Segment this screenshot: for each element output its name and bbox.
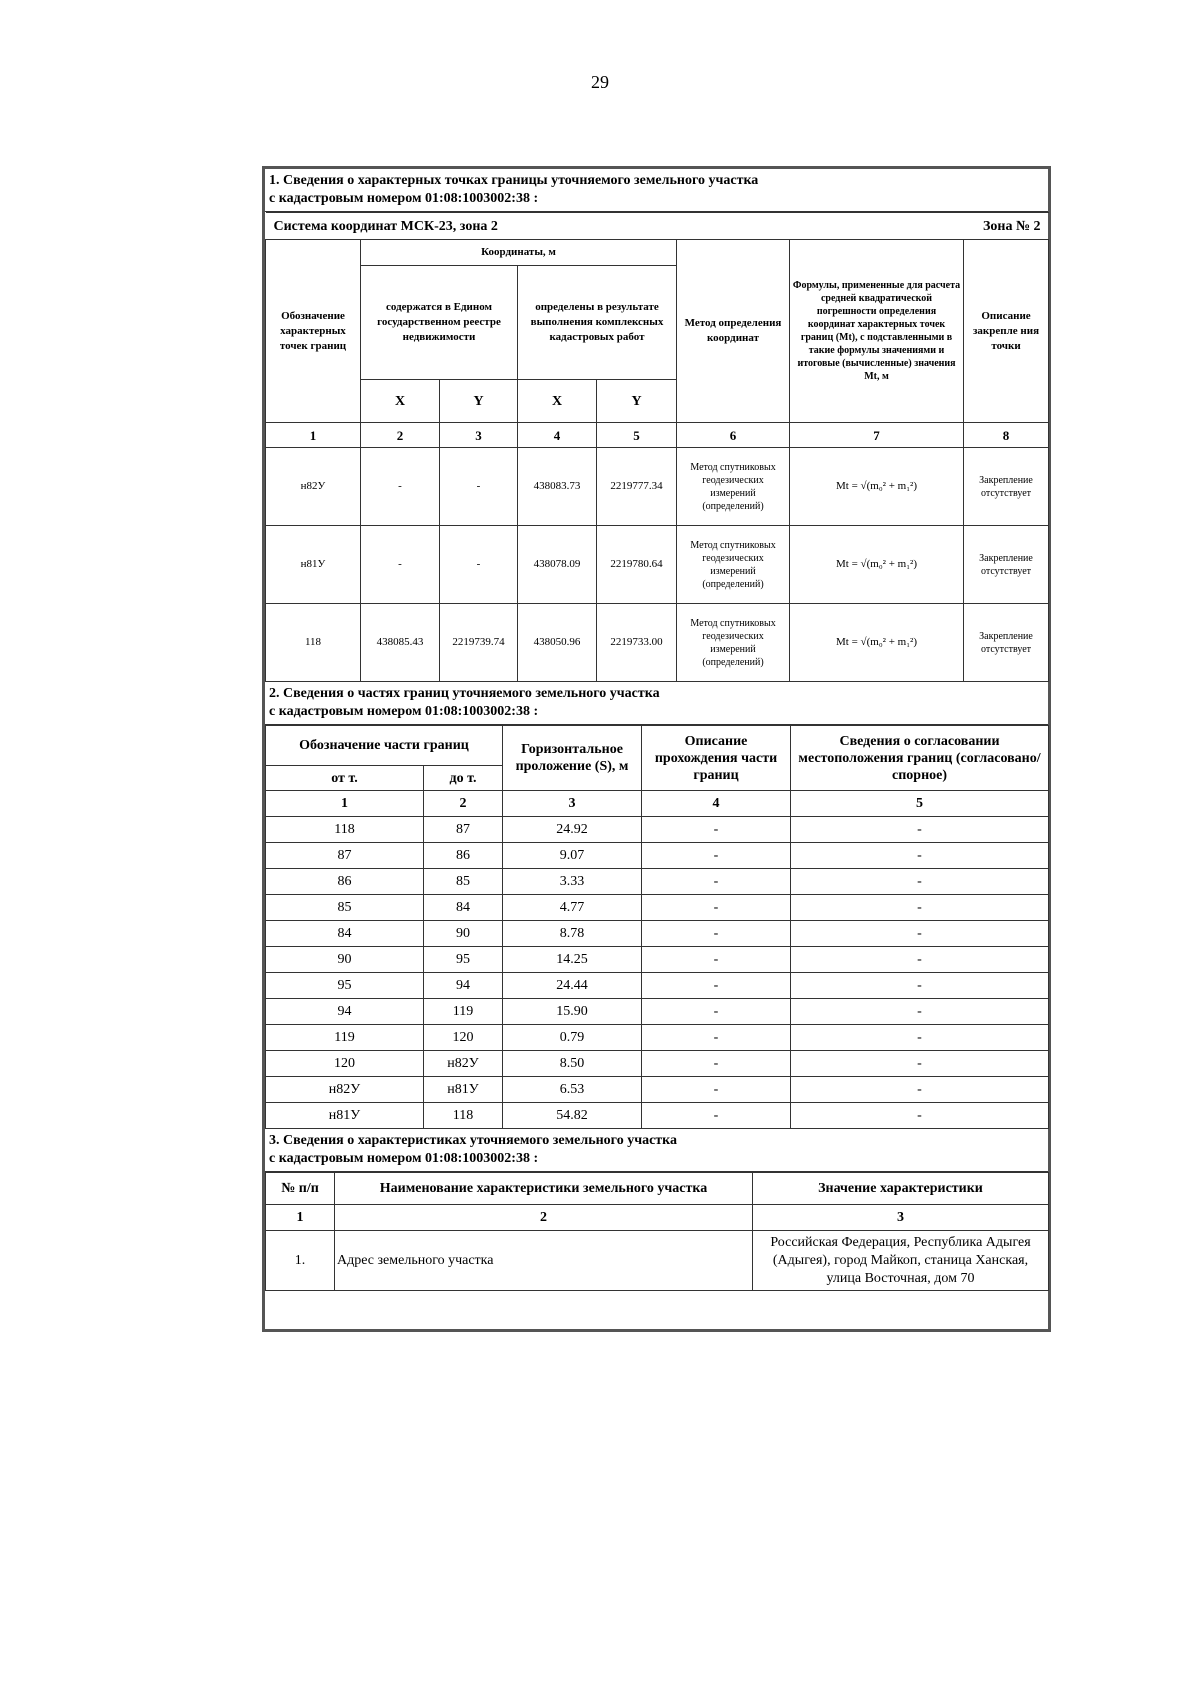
page-number: 29 bbox=[591, 72, 609, 92]
header-x: X bbox=[361, 380, 440, 423]
parts-table bbox=[265, 725, 1049, 1129]
col-number: 3 bbox=[753, 1205, 1049, 1231]
header-agreement: Сведения о согласовании местоположения границ (согласовано/спорное) bbox=[791, 726, 1049, 791]
header-num: № п/п bbox=[266, 1173, 335, 1205]
col-number: 2 bbox=[335, 1205, 753, 1231]
col-number: 3 bbox=[440, 423, 518, 448]
points-table bbox=[265, 212, 1049, 682]
col-number: 1 bbox=[266, 1205, 335, 1231]
table-row: 118 87 24.92 - - bbox=[266, 817, 1049, 843]
header-value: Значение характеристики bbox=[753, 1173, 1049, 1205]
header-horizontal: Горизонтальное проложение (S), м bbox=[503, 726, 642, 791]
table-row: 85 84 4.77 - - bbox=[266, 895, 1049, 921]
col-number: 1 bbox=[266, 791, 424, 817]
header-method: Метод определения координат bbox=[677, 240, 790, 423]
col-number: 1 bbox=[266, 423, 361, 448]
col-number: 2 bbox=[424, 791, 503, 817]
table-row: 120 н82У 8.50 - - bbox=[266, 1051, 1049, 1077]
col-number: 5 bbox=[791, 791, 1049, 817]
col-number: 6 bbox=[677, 423, 790, 448]
point-id: н81У bbox=[266, 526, 361, 604]
table-row: 94 119 15.90 - - bbox=[266, 999, 1049, 1025]
header-y: Y bbox=[597, 380, 677, 423]
col-number: 2 bbox=[361, 423, 440, 448]
col-number: 7 bbox=[790, 423, 964, 448]
table-row: н81У 118 54.82 - - bbox=[266, 1103, 1049, 1129]
col-number: 4 bbox=[518, 423, 597, 448]
col-number: 4 bbox=[642, 791, 791, 817]
document-frame bbox=[262, 166, 1051, 1332]
table-row: н82У - - 438083.73 2219777.34 Метод спутниковых геодезических измерений (определений) Mt = √(m₀² + m₁²) Закрепление отсутствует bbox=[266, 448, 1049, 526]
table-row: 1. Адрес земельного участка Российская Федерация, Республика Адыгея (Адыгея), город Майкоп, станица Ханская, улица Восточная, дом 70 bbox=[266, 1231, 1049, 1291]
col-number: 5 bbox=[597, 423, 677, 448]
header-designation: Обозначение характерных точек границ bbox=[266, 240, 361, 423]
point-id: 118 bbox=[266, 604, 361, 682]
header-in-registry: содержатся в Едином государственном реестре недвижимости bbox=[361, 266, 518, 380]
col-number: 3 bbox=[503, 791, 642, 817]
header-determined: определены в результате выполнения комплексных кадастровых работ bbox=[518, 266, 677, 380]
point-id: н82У bbox=[266, 448, 361, 526]
header-name: Наименование характеристики земельного участка bbox=[335, 1173, 753, 1205]
table-row: н82У н81У 6.53 - - bbox=[266, 1077, 1049, 1103]
section3-title: 3. Сведения о характеристиках уточняемого земельного участка с кадастровым номером 01:08:1003002:38 : bbox=[265, 1129, 1048, 1172]
table-row: 87 86 9.07 - - bbox=[266, 843, 1049, 869]
table-row: 84 90 8.78 - - bbox=[266, 921, 1049, 947]
header-coords: Координаты, м bbox=[361, 240, 677, 266]
table-row: 86 85 3.33 - - bbox=[266, 869, 1049, 895]
characteristics-table bbox=[265, 1172, 1049, 1291]
table-row: 119 120 0.79 - - bbox=[266, 1025, 1049, 1051]
table-row: н81У - - 438078.09 2219780.64 Метод спутниковых геодезических измерений (определений) Mt = √(m₀² + m₁²) Закрепление отсутствует bbox=[266, 526, 1049, 604]
header-formulas: Формулы, примененные для расчета средней квадратической погрешности определения координат характерных точек границ (Mt), с подставленными в такие формулы значениями и итоговые (вычисленные) значения Mt, м bbox=[790, 240, 964, 423]
zone-label: Зона № 2 bbox=[790, 213, 1049, 240]
header-part-designation: Обозначение части границ bbox=[266, 726, 503, 766]
header-to: до т. bbox=[424, 766, 503, 791]
header-from: от т. bbox=[266, 766, 424, 791]
section2-title: 2. Сведения о частях границ уточняемого земельного участка с кадастровым номером 01:08:1003002:38 : bbox=[265, 682, 1048, 725]
table-row: 90 95 14.25 - - bbox=[266, 947, 1049, 973]
section1-title: 1. Сведения о характерных точках границы уточняемого земельного участка с кадастровым номером 01:08:1003002:38 : bbox=[265, 169, 1048, 212]
coordinate-system: Система координат МСК-23, зона 2 bbox=[266, 213, 790, 240]
table-row: 95 94 24.44 - - bbox=[266, 973, 1049, 999]
col-number: 8 bbox=[964, 423, 1049, 448]
header-y: Y bbox=[440, 380, 518, 423]
table-row: 118 438085.43 2219739.74 438050.96 2219733.00 Метод спутниковых геодезических измерений (определений) Mt = √(m₀² + m₁²) Закрепление отсутствует bbox=[266, 604, 1049, 682]
header-x: X bbox=[518, 380, 597, 423]
header-description: Описание закрепле ния точки bbox=[964, 240, 1049, 423]
header-description: Описание прохождения части границ bbox=[642, 726, 791, 791]
